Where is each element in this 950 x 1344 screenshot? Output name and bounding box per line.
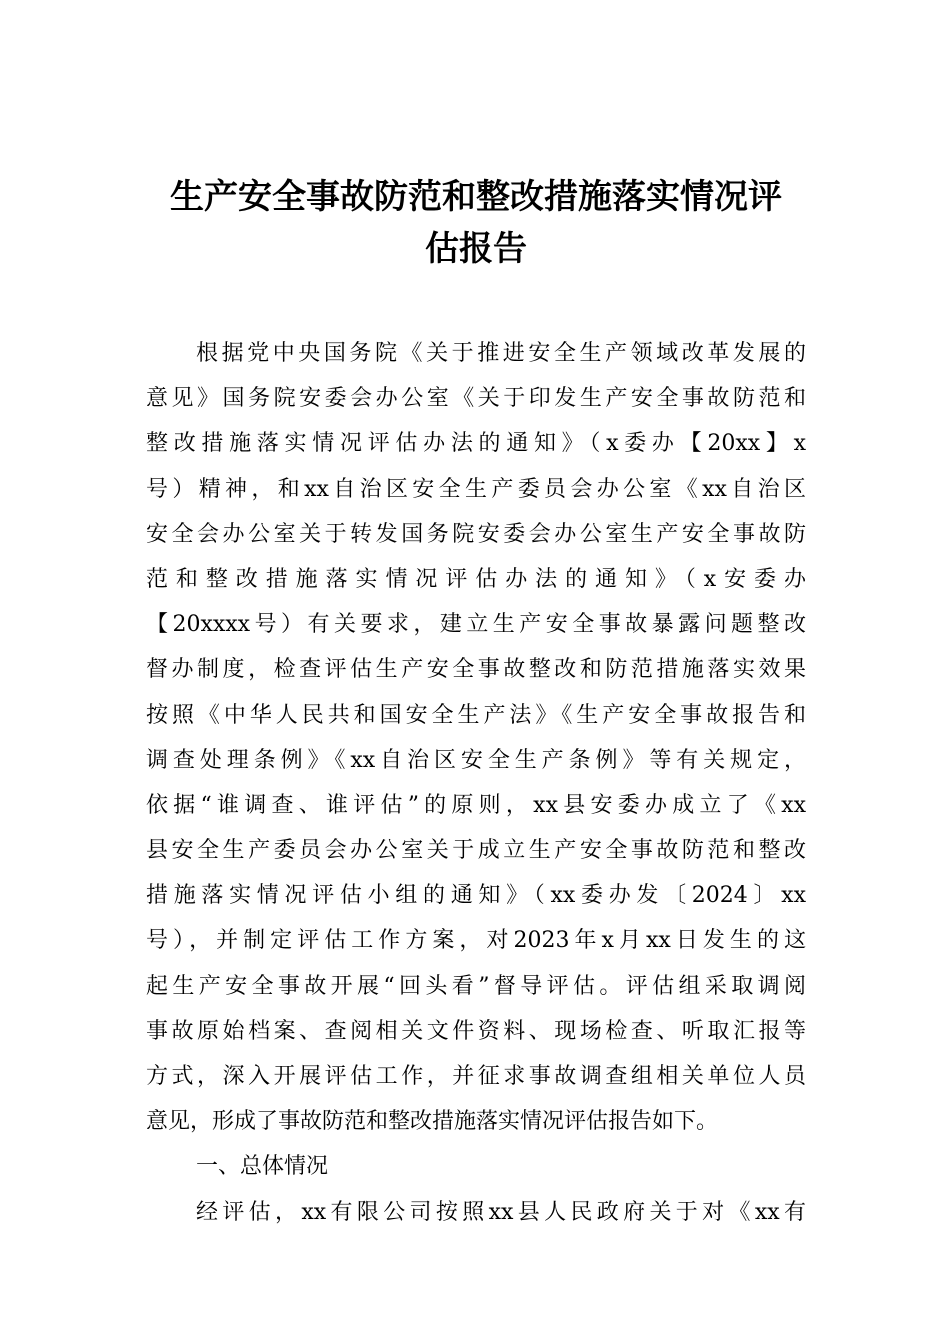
paragraph-section1 bbox=[146, 1190, 806, 1235]
paragraph-line: 意见》国务院安委会办公室《关于印发生产安全事故防范和 bbox=[146, 386, 806, 412]
paragraph-line: 方式，深入开展评估工作，并征求事故调查组相关单位人员 bbox=[146, 1064, 806, 1089]
paragraph-line: 安全会办公室关于转发国务院安委会办公室生产安全事故防 bbox=[146, 521, 806, 547]
section-heading: 一、总体情况 bbox=[196, 1154, 329, 1180]
document-body bbox=[146, 331, 806, 1235]
paragraph-line: 范和整改措施落实情况评估办法的通知》（x安委办 bbox=[146, 566, 806, 592]
document-title bbox=[146, 171, 806, 275]
paragraph-line: 调查处理条例》《xx自治区安全生产条例》等有关规定， bbox=[146, 747, 806, 773]
paragraph-line: 按照《中华人民共和国安全生产法》《生产安全事故报告和 bbox=[146, 702, 806, 728]
paragraph-line: 意见，形成了事故防范和整改措施落实情况评估报告如下。 bbox=[146, 1109, 719, 1135]
paragraph-line: 措施落实情况评估小组的通知》（xx委办发〔2024〕xx bbox=[146, 883, 806, 909]
paragraph-line: 根据党中央国务院《关于推进安全生产领域改革发展的 bbox=[196, 341, 806, 366]
paragraph-intro bbox=[146, 331, 806, 1144]
paragraph-line: 事故原始档案、查阅相关文件资料、现场检查、听取汇报等 bbox=[146, 1018, 806, 1044]
paragraph-line: 督办制度，检查评估生产安全事故整改和防范措施落实效果 bbox=[146, 657, 806, 683]
paragraph-line: 【20xxxx号）有关要求，建立生产安全事故暴露问题整改 bbox=[146, 612, 806, 638]
paragraph-line: 县安全生产委员会办公室关于成立生产安全事故防范和整改 bbox=[146, 838, 806, 864]
title-line-1: 生产安全事故防范和整改措施落实情况评 bbox=[170, 177, 782, 217]
paragraph-line: 经评估，xx有限公司按照xx县人民政府关于对《xx有 bbox=[196, 1199, 806, 1225]
paragraph-line: 起生产安全事故开展“回头看”督导评估。评估组采取调阅 bbox=[146, 973, 806, 999]
paragraph-line: 依据“谁调查、谁评估”的原则，xx县安委办成立了《xx bbox=[146, 792, 806, 818]
title-line-2: 估报告 bbox=[425, 229, 527, 269]
paragraph-line: 号）精神，和xx自治区安全生产委员会办公室《xx自治区 bbox=[146, 476, 806, 502]
paragraph-line: 整改措施落实情况评估办法的通知》（x委办【20xx】x bbox=[146, 431, 806, 457]
paragraph-line: 号），并制定评估工作方案，对2023年x月xx日发生的这 bbox=[146, 928, 806, 954]
